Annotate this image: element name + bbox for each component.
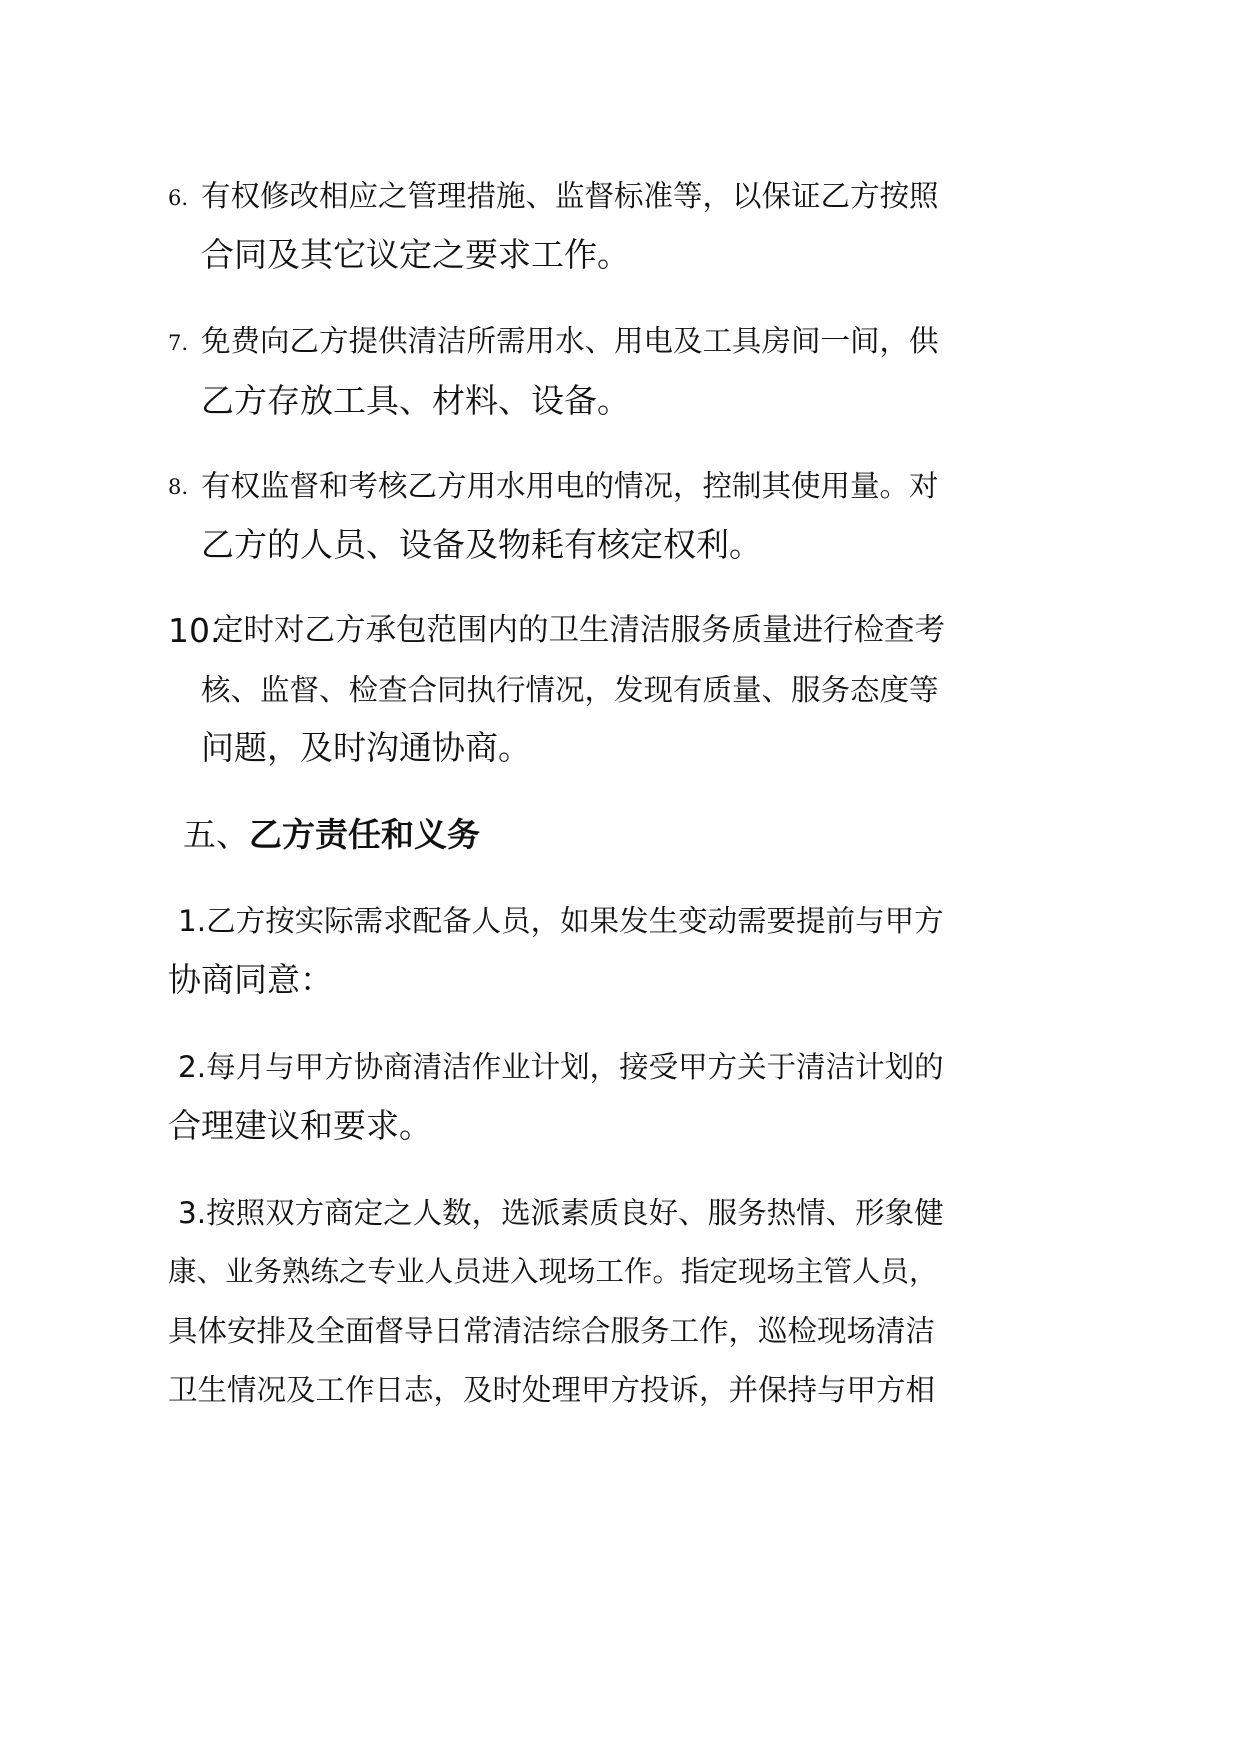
item-text-line: 合同及其它议定之要求工作。 [201, 235, 630, 274]
section-heading-title: 乙方责任和义务 [249, 815, 480, 854]
item-text-line: 3.按照双方商定之人数，选派素质良好、服务热情、形象健 [178, 1196, 944, 1230]
item-number: 8. [168, 475, 189, 499]
item-text-line: 有权修改相应之管理措施、监督标准等，以保证乙方按照 [201, 179, 939, 213]
item-text-line: 协商同意： [168, 960, 333, 999]
item-text-line: 合理建议和要求。 [168, 1106, 432, 1145]
item-text-line: 问题，及时沟通协商。 [201, 728, 531, 767]
section-heading-number: 五、 [183, 815, 249, 854]
item-text-line: 有权监督和考核乙方用水用电的情况，控制其使用量。对 [201, 469, 939, 503]
item-text-line: 乙方的人员、设备及物耗有核定权利。 [201, 525, 762, 564]
item-text-line: 核、监督、检查合同执行情况，发现有质量、服务态度等 [201, 673, 939, 707]
item-number: 6. [168, 186, 189, 210]
section-heading [183, 815, 480, 855]
item-text-line: 定时对乙方承包范围内的卫生清洁服务质量进行检查考 [213, 613, 945, 648]
item-text-line: 卫生情况及工作日志，及时处理甲方投诉，并保持与甲方相 [168, 1373, 936, 1407]
item-number: 10. [168, 611, 221, 650]
item-text-line: 具体安排及全面督导日常清洁综合服务工作，巡检现场清洁 [168, 1314, 936, 1348]
item-number: 7. [168, 331, 189, 355]
item-text-line: 乙方存放工具、材料、设备。 [201, 381, 630, 420]
item-text-line: 康、业务熟练之专业人员进入现场工作。指定现场主管人员， [168, 1255, 938, 1288]
item-text-line: 1.乙方按实际需求配备人员，如果发生变动需要提前与甲方 [178, 904, 944, 938]
item-text-line: 免费向乙方提供清洁所需用水、用电及工具房间一间，供 [201, 324, 939, 358]
item-text-line: 2.每月与甲方协商清洁作业计划，接受甲方关于清洁计划的 [178, 1050, 944, 1084]
